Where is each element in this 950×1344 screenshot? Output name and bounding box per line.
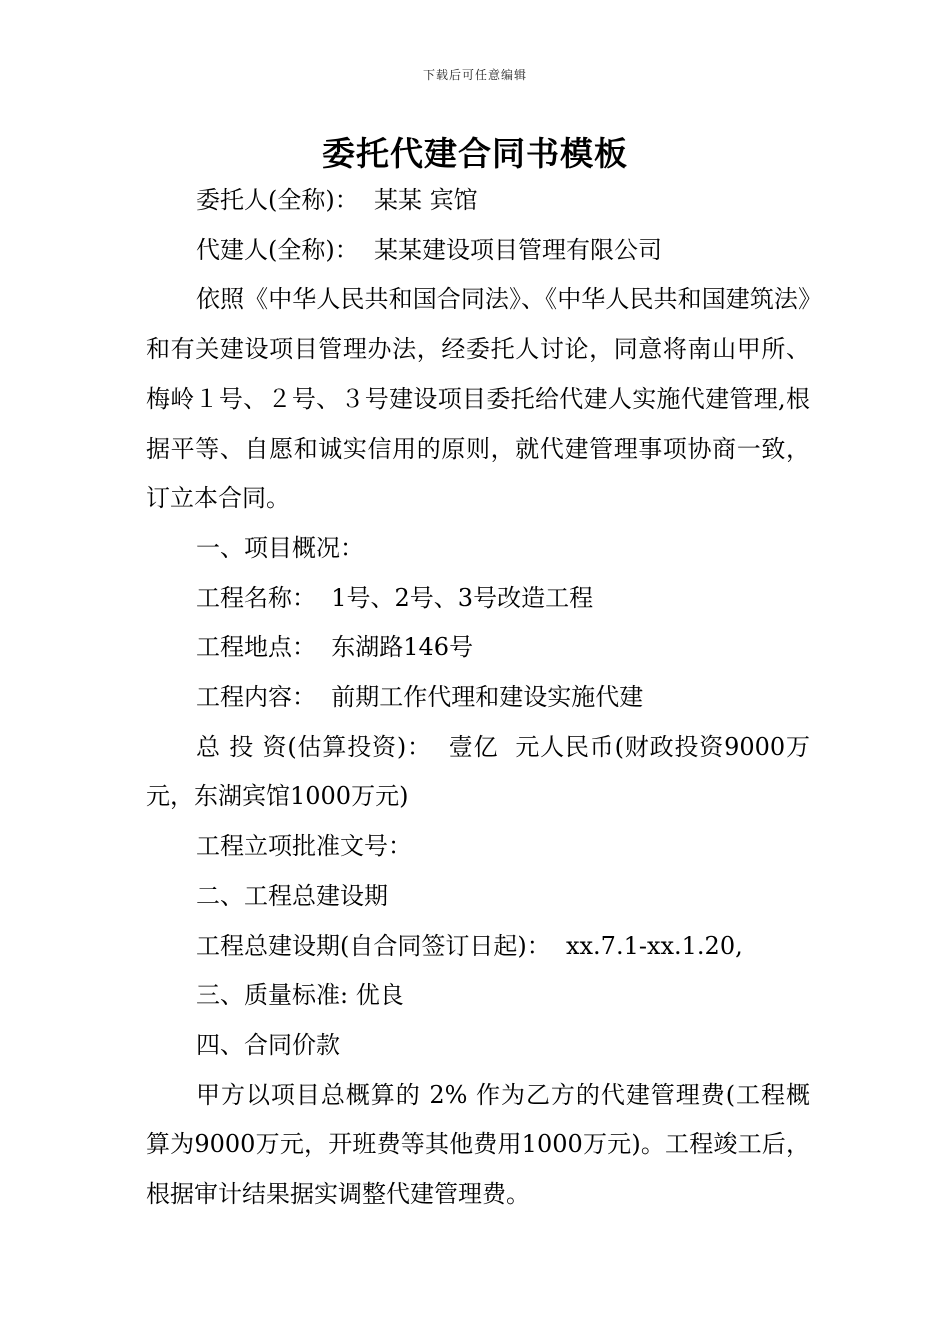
document-body [146,176,810,1220]
management-fee-paragraph: 甲方以项目总概算的 2% 作为乙方的代建管理费(工程概算为9000万元，开班费等其他费用1000万元)。工程竣工后，根据审计结果据实调整代建管理费。 [146,1080,810,1209]
project-location-line: 工程地点： 东湖路146号 [196,633,474,662]
section-heading-project-overview: 一、项目概况： [196,533,364,562]
section-heading-construction-period: 二、工程总建设期 [196,881,388,910]
construction-period-line: 工程总建设期(自合同签订日起)： xx.7.1-xx.1.20, [196,931,743,960]
document-title: 委托代建合同书模板 [322,134,628,173]
project-name-line: 工程名称： 1号、2号、3号改造工程 [196,583,594,612]
approval-number-line: 工程立项批准文号： [196,832,412,861]
section-heading-quality-standard: 三、质量标准: 优良 [196,981,404,1010]
principal-line: 委托人(全称)： 某某 宾馆 [196,186,478,214]
project-content-line: 工程内容： 前期工作代理和建设实施代建 [196,683,644,712]
total-investment-paragraph: 总 投 资(估算投资)： 壹亿 元人民币(财政投资9000万元，东湖宾馆1000万元) [146,732,810,811]
header-note: 下载后可任意编辑 [422,68,527,82]
agent-line: 代建人(全称)： 某某建设项目管理有限公司 [196,235,662,264]
preamble-paragraph: 依照《中华人民共和国合同法》、《中华人民共和国建筑法》和有关建设项目管理办法，经委托人讨论，同意将南山甲所、梅岭１号、２号、３号建设项目委托给代建人实施代建管理,根据平等、自愿和诚实信用的原则，就代建管理事项协商一致，订立本合同。 [146,285,810,513]
section-heading-contract-price: 四、合同价款 [196,1030,340,1059]
